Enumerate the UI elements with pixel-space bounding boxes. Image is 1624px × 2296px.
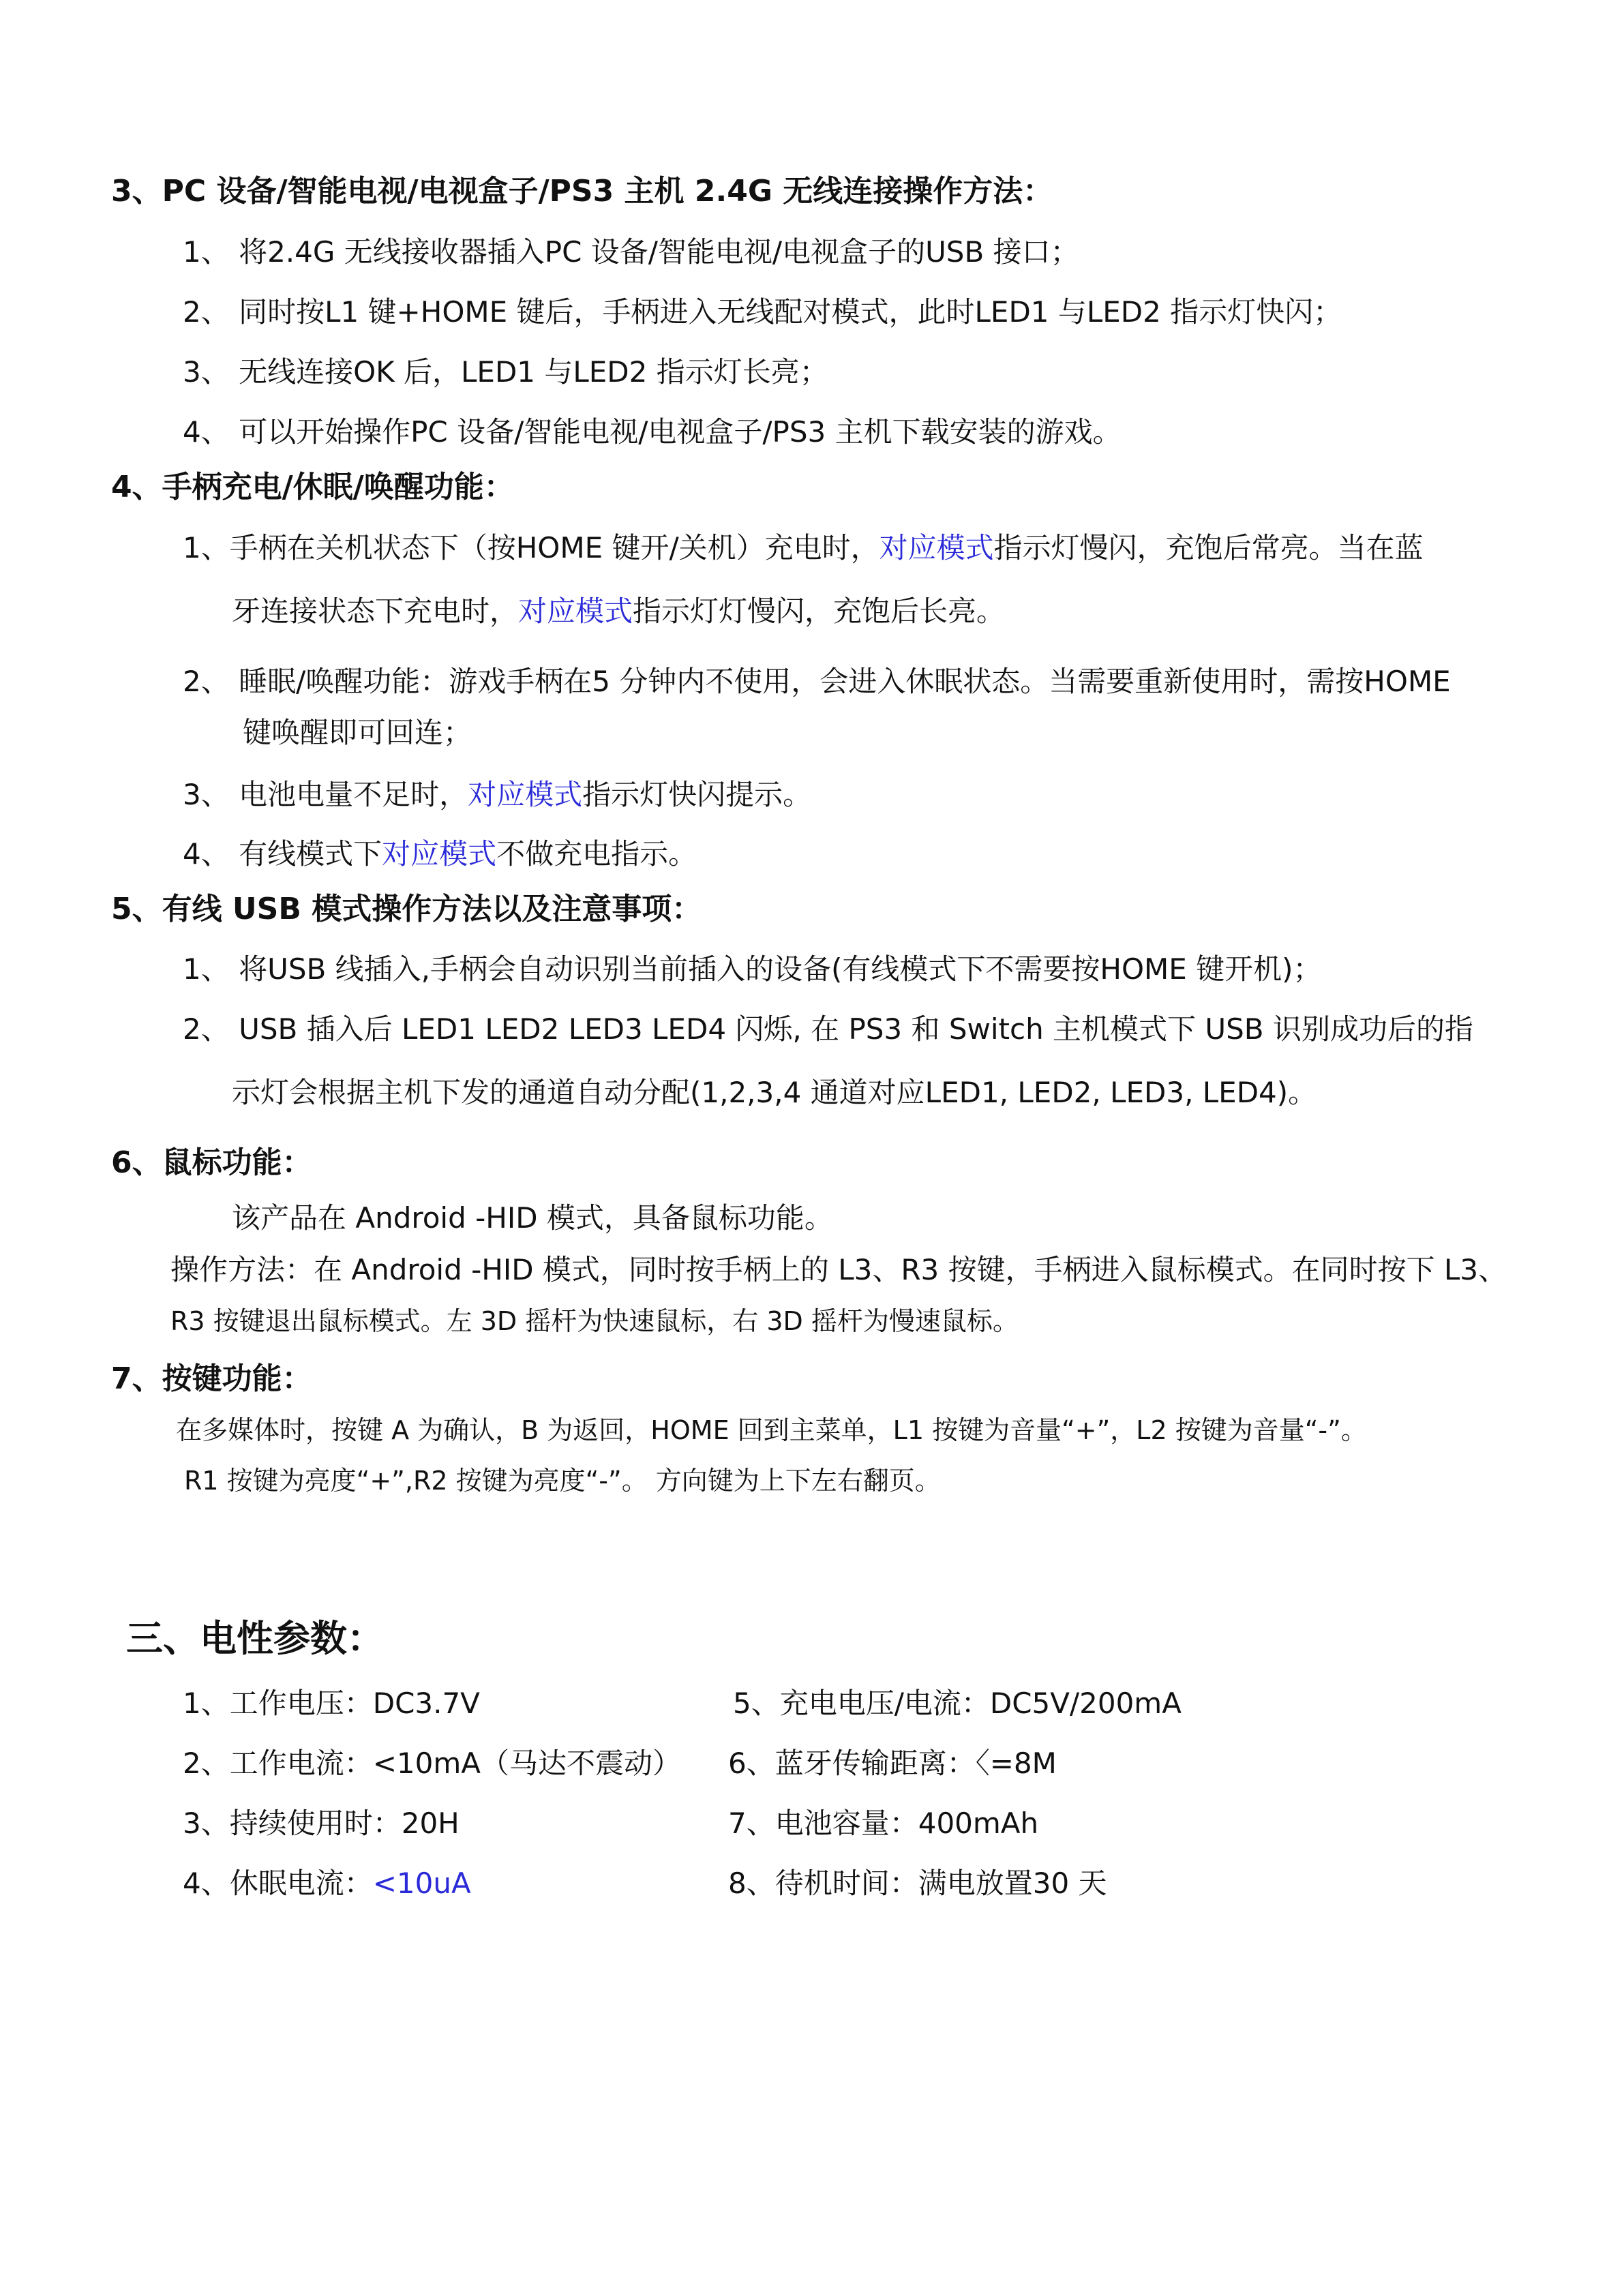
section-3-item-4: 4、 可以开始操作PC 设备/智能电视/电视盒子/PS3 主机下载安装的游戏。 [183, 415, 1122, 449]
param-standby-time: 8、待机时间：满电放置30 天 [728, 1867, 1107, 1900]
section-4-item-1-line-1: 1、手柄在关机状态下（按HOME 键开/关机）充电时，对应模式指示灯慢闪，充饱后常亮。当在蓝 [183, 531, 1424, 564]
highlight-text: 对应模式 [879, 531, 994, 564]
param-working-voltage: 1、工作电压：DC3.7V [183, 1687, 480, 1720]
param-working-current: 2、工作电流：<10mA（马达不震动） [183, 1747, 682, 1780]
section-5-item-2-line-2: 示灯会根据主机下发的通道自动分配(1,2,3,4 通道对应LED1, LED2, LED3, LED4)。 [232, 1076, 1317, 1109]
section-5-item-2-line-1: 2、 USB 插入后 LED1 LED2 LED3 LED4 闪烁, 在 PS3 和 Switch 主机模式下 USB 识别成功后的指 [183, 1012, 1473, 1046]
section-4-item-2-line-2: 键唤醒即可回连； [243, 716, 472, 749]
section-6-paragraph-2: 操作方法：在 Android -HID 模式，同时按手柄上的 L3、R3 按键，手柄进入鼠标模式。在同时按下 L3、 [170, 1253, 1507, 1286]
param-continuous-use: 3、持续使用时：20H [183, 1807, 460, 1840]
section-5-title: 5、有线 USB 模式操作方法以及注意事项： [111, 892, 702, 926]
section-6-paragraph-1: 该产品在 Android -HID 模式，具备鼠标功能。 [232, 1201, 833, 1235]
section-3-title: 3、PC 设备/智能电视/电视盒子/PS3 主机 2.4G 无线连接操作方法： [111, 174, 1053, 209]
param-charge-voltage-current: 5、充电电压/电流：DC5V/200mA [733, 1687, 1182, 1720]
section-7-title: 7、按键功能： [111, 1361, 312, 1396]
section-4-item-4: 4、 有线模式下对应模式不做充电指示。 [183, 837, 697, 871]
electrical-params-title: 三、电性参数： [126, 1617, 384, 1660]
section-6-title: 6、鼠标功能： [111, 1145, 312, 1180]
section-7-paragraph-2: R1 按键为亮度“+”,R2 按键为亮度“-”。 方向键为上下左右翻页。 [184, 1466, 941, 1496]
section-3-item-1: 1、 将2.4G 无线接收器插入PC 设备/智能电视/电视盒子的USB 接口； [183, 235, 1079, 269]
highlight-text: 对应模式 [468, 778, 583, 811]
section-6-paragraph-3: R3 按键退出鼠标模式。左 3D 摇杆为快速鼠标，右 3D 摇杆为慢速鼠标。 [170, 1306, 1019, 1336]
highlight-text: 对应模式 [382, 837, 497, 871]
section-5-item-1: 1、 将USB 线插入,手柄会自动识别当前插入的设备(有线模式下不需要按HOME 键开机)； [183, 952, 1322, 986]
section-4-item-3: 3、 电池电量不足时，对应模式指示灯快闪提示。 [183, 778, 812, 811]
param-sleep-current: 4、休眠电流：<10uA [183, 1867, 471, 1900]
param-bluetooth-range: 6、蓝牙传输距离：〈=8M [728, 1747, 1057, 1780]
highlight-text: <10uA [372, 1867, 471, 1900]
param-battery-capacity: 7、电池容量：400mAh [728, 1807, 1039, 1840]
section-7-paragraph-1: 在多媒体时，按键 A 为确认，B 为返回，HOME 回到主菜单，L1 按键为音量“+”，L2 按键为音量“-”。 [176, 1415, 1367, 1445]
section-4-title: 4、手柄充电/休眠/唤醒功能： [111, 470, 514, 504]
section-4-item-2-line-1: 2、 睡眠/唤醒功能：游戏手柄在5 分钟内不使用，会进入休眠状态。当需要重新使用时，需按HOME [183, 665, 1451, 698]
section-3-item-3: 3、 无线连接OK 后，LED1 与LED2 指示灯长亮； [183, 355, 828, 389]
section-3-item-2: 2、 同时按L1 键+HOME 键后，手柄进入无线配对模式，此时LED1 与LED2 指示灯快闪； [183, 295, 1342, 329]
highlight-text: 对应模式 [518, 594, 633, 628]
section-4-item-1-line-2: 牙连接状态下充电时，对应模式指示灯灯慢闪，充饱后长亮。 [232, 594, 1006, 628]
